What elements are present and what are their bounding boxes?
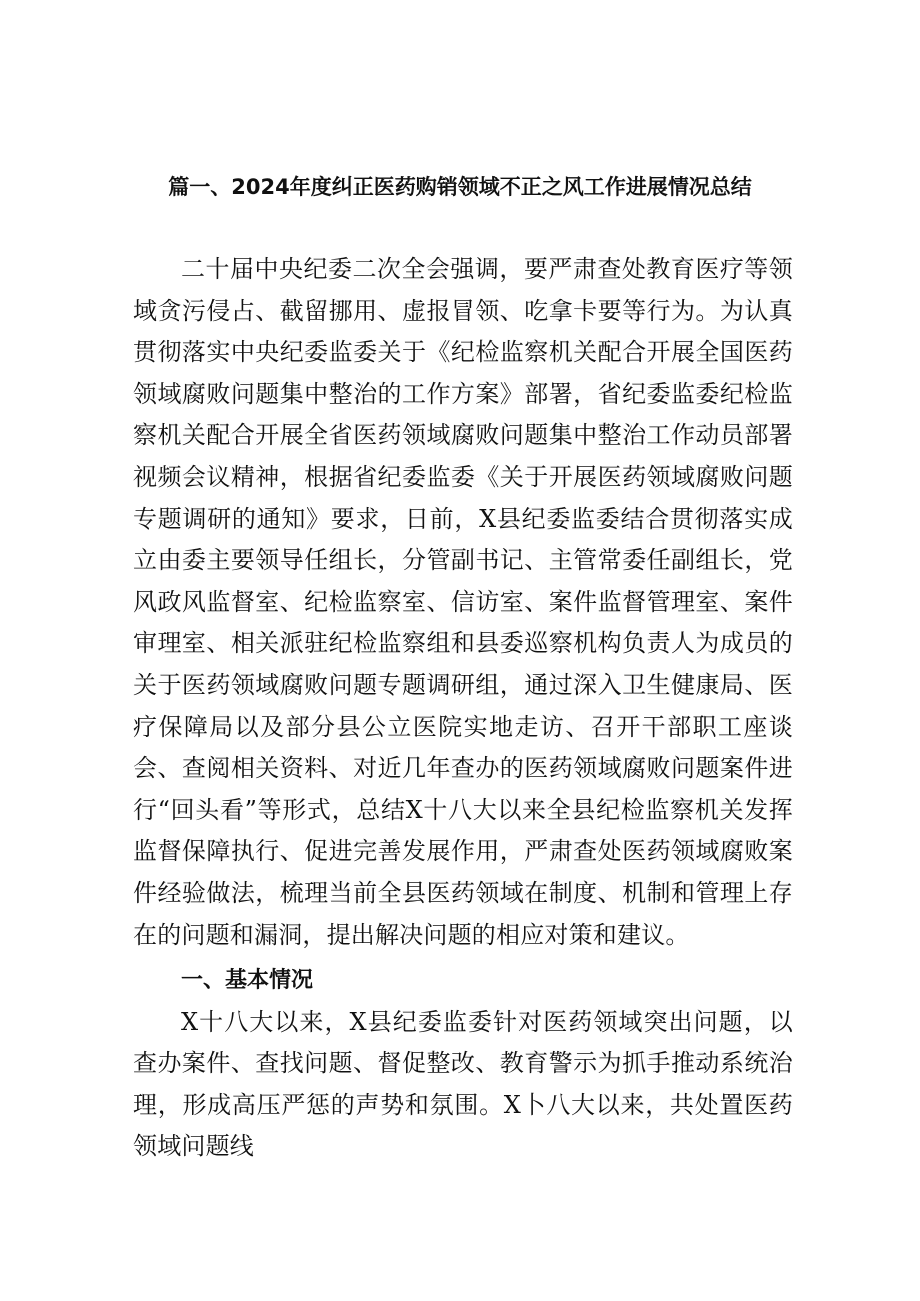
intro-paragraph: 二十届中央纪委二次全会强调，要严肃查处教育医疗等领域贪污侵占、截留挪用、虚报冒领、吃拿卡要等行为。为认真贯彻落实中央纪委监委关于《纪检监察机关配合开展全国医药领域腐败问题集中整治的工作方案》部署，省纪委监委纪检监察机关配合开展全省医药领域腐败问题集中整治工作动员部署视频会议精神，根据省纪委监委《关于开展医药领域腐败问题专题调研的通知》要求，日前，X县纪委监委结合贯彻落实成立由委主要领导任组长，分管副书记、主管常委任副组长，党风政风监督室、纪检监察室、信访室、案件监督管理室、案件审理室、相关派驻纪检监察组和县委巡察机构负责人为成员的关于医药领域腐败问题专题调研组，通过深入卫生健康局、医疗保障局以及部分县公立医院实地走访、召开干部职工座谈会、查阅相关资料、对近几年查办的医药领域腐败问题案件进行“回头看”等形式，总结X十八大以来全县纪检监察机关发挥监督保障执行、促进完善发展作用，严肃查处医药领域腐败案件经验做法，梳理当前全县医药领域在制度、机制和管理上存在的问题和漏洞，提出解决问题的相应对策和建议。 <box>133 255 793 949</box>
section-paragraph: X十八大以来，X县纪委监委针对医药领域突出问题，以查办案件、查找问题、督促整改、教育警示为抓手推动系统治理，形成高压严惩的声势和氛围。X卜八大以来，共处置医药领域问题线 <box>133 1007 793 1161</box>
section-heading: 一、基本情况 <box>181 968 314 994</box>
document-title: 篇一、2024年度纠正医药购销领域不正之风工作进展情况总结 <box>168 175 752 199</box>
document-body <box>133 249 793 1168</box>
